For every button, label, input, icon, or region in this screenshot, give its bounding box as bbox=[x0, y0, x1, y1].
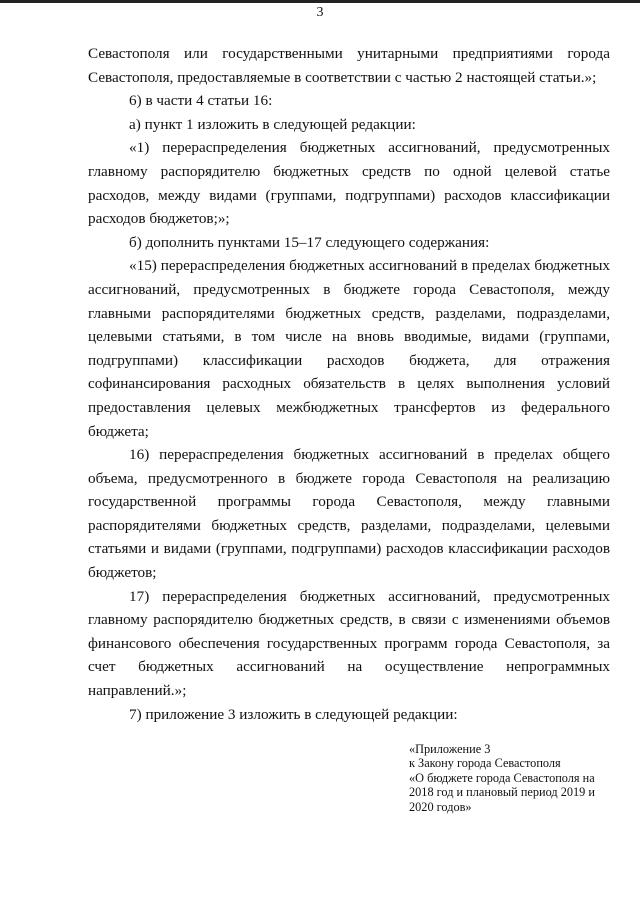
document-body bbox=[88, 42, 610, 726]
paragraph-item-6: 6) в части 4 статьи 16: bbox=[129, 92, 273, 110]
appendix-header-note bbox=[409, 742, 619, 814]
paragraph-point-15: «15) перераспределения бюджетных ассигнований в пределах бюджетных ассигнований, предусмотренных в бюджете города Севастополя, между главными распорядителями бюджетных средств, разделами, подразделами, целевыми статьями, в том числе на вновь вводимые, видами (группами, подгруппами) классификации расходов бюджета, для отражения софинансирования расходных обязательств в целях выполнения условий предоставления целевых межбюджетных трансфертов из федерального бюджета; bbox=[88, 257, 610, 440]
top-border-line bbox=[0, 0, 640, 3]
page-number: 3 bbox=[316, 5, 324, 20]
appendix-note-line: 2020 годов» bbox=[409, 799, 472, 814]
paragraph-subitem-a: а) пункт 1 изложить в следующей редакции: bbox=[129, 115, 416, 133]
appendix-note-line: «Приложение 3 bbox=[409, 742, 491, 756]
paragraph-point-17: 17) перераспределения бюджетных ассигнований, предусмотренных главному распорядителю бюджетных средств, в связи с изменениями объемов финансового обеспечения государственных программ города Севастополя, за счет бюджетных ассигнований на осуществление непрограммных направлений.»; bbox=[88, 587, 610, 700]
paragraph-continuation: Севастополя или государственными унитарными предприятиями города Севастополя, предоставляемые в соответствии с частью 2 настоящей статьи.»; bbox=[88, 45, 610, 86]
appendix-note-line: «О бюджете города Севастополя на bbox=[409, 770, 595, 785]
paragraph-item-7: 7) приложение 3 изложить в следующей редакции: bbox=[129, 705, 458, 723]
paragraph-point-16: 16) перераспределения бюджетных ассигнований в пределах общего объема, предусмотренного в бюджете города Севастополя на реализацию государственной программы города Севастополя, между главными распорядителями бюджетных средств, разделами, подразделами, целевыми статьями и видами (группами, подгруппами) расходов классификации расходов бюджетов; bbox=[88, 446, 610, 582]
paragraph-point-1: «1) перераспределения бюджетных ассигнований, предусмотренных главному распорядителю бюджетных средств по одной целевой статье расходов, между видами (группами, подгруппами) расходов классификации расходов бюджетов;»; bbox=[88, 139, 610, 228]
appendix-note-line: к Закону города Севастополя bbox=[409, 756, 561, 771]
paragraph-subitem-b: б) дополнить пунктами 15–17 следующего содержания: bbox=[129, 233, 490, 251]
appendix-note-line: 2018 год и плановый период 2019 и bbox=[409, 785, 595, 800]
